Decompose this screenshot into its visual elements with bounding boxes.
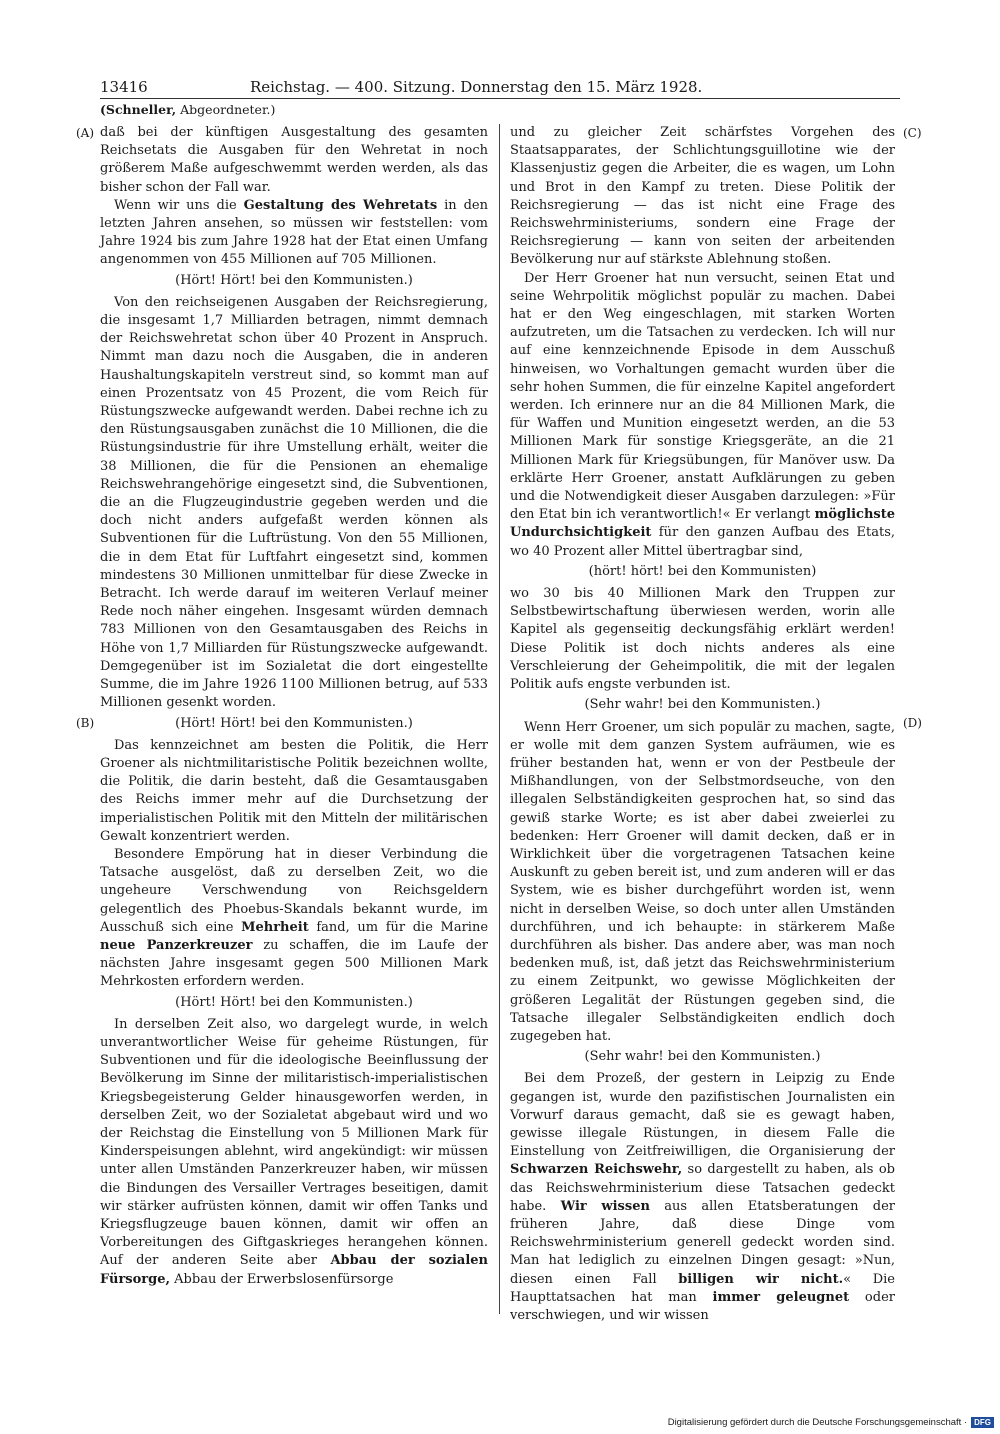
footer-text: Digitalisierung gefördert durch die Deutsche Forschungsgemeinschaft · [667,1417,968,1428]
paragraph: Von den reichseigenen Ausgaben der Reichsregierung, die insgesamt 1,7 Milliarden betragen, nimmt demnach der Reichswehretat schon über 40 Prozent in Anspruch. Nimmt man dazu noch die Ausgaben, die in anderen Haushaltungskapiteln verstreut sind, so kommt man auf einen Prozentsatz von 45 Prozent, die vom Reich für Rüstungszwecke aufgewandt werden. Dabei rechne ich zu den Rüstungsausgaben zunächst die 10 Millionen, die die Rüstungsindustrie für ihre Umstellung erhält, weiter die 38 Millionen, die für die Pensionen an ehemalige Reichswehrangehörige eingesetzt sind, die Subventionen, die an die Flugzeugindustrie gegeben werden und die doch nicht anders aufgefaßt werden können als Subventionen für die Luftrüstung. Von den 55 Millionen, die in dem Etat für Luftfahrt eingesetzt sind, kommen mindestens 30 Millionen unmittelbar für diese Zwecke in Betracht. Ich werde darauf im weiteren Verlauf meiner Rede noch näher eingehen. Insgesamt würden demnach 783 Millionen von den Gesamtausgaben des Reichs in Höhe von 1,7 Milliarden für Rüstungszwecke aufgewandt. Demgegenüber ist im Sozialetat die dort eingestellte Summe, die im Jahre 1926 1100 Millionen betrug, auf 533 Millionen gesenkt worden. [100,294,488,711]
paragraph: daß bei der künftigen Ausgestaltung des gesamten Reichsetats die Ausgaben für den Wehretat in noch größerem Maße aufgeschwemmt werden werden, als das bisher schon der Fall war. [100,125,488,195]
page-number: 13416 [100,78,148,96]
paragraph: Das kennzeichnet am besten die Politik, die Herr Groener als nichtmilitaristische Politik bezeichnen wollte, die Politik, die darin besteht, daß die Gesamtausgaben des Reichs immer mehr auf die Durchsetzung der imperialistischen Politik mit den Mitteln der militärischen Gewalt konzentriert werden. [100,737,488,844]
right-column [510,124,895,1325]
paragraph: Der Herr Groener hat nun versucht, seinen Etat und seine Wehrpolitik möglichst populär zu machen. Dabei hat er den Weg eingeschlagen, mit starken Worten aufzutreten, um die Tatsachen zu verdecken. Ich will nur auf eine kennzeichnende Episode in dem Ausschuß hinweisen, wo Vorhaltungen gemacht wurden über die sehr hohen Summen, die für einzelne Kapitel angefordert werden. Ich erinnere nur an die 84 Millionen Mark, die für Waffen und Munition eingesetzt werden, an die 53 Millionen Mark für sonstige Kriegsgeräte, an die 21 Millionen Mark für Kriegsübungen, für Manöver usw. Da erklärte Herr Groener, anstatt Aufklärungen zu geben und die Notwendigkeit dieser Ausgaben darzulegen: »Für den Etat bin ich verantwortlich!« Er verlangt möglichste Undurchsichtigkeit für den ganzen Aufbau des Etats, wo 40 Prozent aller Mittel übertragbar sind, [510,270,895,559]
speaker-line [100,102,275,117]
paragraph: Wenn wir uns die Gestaltung des Wehretats in den letzten Jahren ansehen, so müssen wir feststellen: vom Jahre 1924 bis zum Jahre 1928 hat der Etat einen Umfang angenommen von 455 Millionen auf 705 Millionen. [100,197,488,268]
page-title: Reichstag. — 400. Sitzung. Donnerstag den 15. März 1928. [250,78,703,96]
paragraph: In derselben Zeit also, wo dargelegt wurde, in welch unverantwortlicher Weise für geheime Rüstungen, für Subventionen und für die ideologische Beeinflussung der Bevölkerung im Sinne der militaristisch-imperialistischen Kriegsbegeisterung Gelder hinausgeworfen werden, in derselben Zeit, wo der Sozialetat abgebaut wird und wo der Reichstag die Einstellung von 5 Millionen Mark für Kinderspeisungen ablehnt, wird angekündigt: wir müssen unter allen Umständen Panzerkreuzer haben, wir müssen die Bindungen des Versailler Vertrages beseitigen, damit wir stärker aufrüsten können, damit wir offen Tanks und Kriegsflugzeuge bauen können, damit wir offen an Vorbereitungen des Giftgaskrieges herangehen können. Auf der anderen Seite aber Abbau der sozialen Fürsorge, Abbau der Erwerbslosenfürsorge [100,1016,488,1287]
footer-credit [668,1417,994,1428]
interjection: (Hört! Hört! bei den Kommunisten.) [175,715,413,731]
left-column [100,124,488,1289]
speaker-name: (Schneller, [100,102,177,117]
interjection: (Sehr wahr! bei den Kommunisten.) [584,1049,821,1065]
margin-label-d: (D) [903,716,922,730]
paragraph: Wenn Herr Groener, um sich populär zu machen, sagte, er wolle mit dem ganzen System aufräumen, wie es früher bestanden hat, wenn er von der Pestbeule der Mißhandlungen, von der Selbstmordseuche, von den illegalen Selbständigkeiten gesprochen hat, so sind das gewiß starke Worte; es ist aber dabei zweierlei zu bedenken: Herr Groener will damit decken, daß er in Wirklichkeit über die vorgetragenen Tatsachen keine Auskunft zu geben bereit ist, und zum anderen will er das System, wie es bisher durchgeführt worden ist, wenn nicht in derselben Weise, so doch unter allen Umständen durchführen, und ich behaupte: in stärkerem Maße durchführen als bisher. Das andere aber, was man noch bedenken muß, ist, daß jetzt das Reichswehrministerium zu einem Zeitpunkt, wo gewisse Möglichkeiten der größeren Legalität der Rüstungen gegeben sind, die Tatsache illegaler Selbständigkeiten endlich doch zugegeben hat. [510,719,895,1044]
margin-label-c: (C) [903,126,922,140]
speaker-role: Abgeordneter.) [180,102,276,117]
page-header [100,76,900,100]
paragraph: wo 30 bis 40 Millionen Mark den Truppen zur Selbstbewirtschaftung überwiesen werden, worin alle Kapitel als gegenseitig deckungsfähig erklärt werden! Diese Politik ist doch nichts anderes als eine Verschleierung der Geheimpolitik, die mit der legalen Politik aufs engste verbunden ist. [510,586,895,693]
interjection: (Hört! Hört! bei den Kommunisten.) [175,994,413,1010]
dfg-logo: DFG [971,1417,994,1428]
paragraph: Besondere Empörung hat in dieser Verbindung die Tatsache ausgelöst, daß zu derselben Zeit, wo die ungeheure Verschwendung von Reichsgeldern gelegentlich des Phoebus-Skandals bekannt wurde, im Ausschuß sich eine Mehrheit fand, um für die Marine neue Panzerkreuzer zu schaffen, die im Laufe der nächsten Jahre insgesamt gegen 500 Millionen Mark Mehrkosten erfordern werden. [100,846,489,990]
paragraph: und zu gleicher Zeit schärfstes Vorgehen des Staatsapparates, der Schlichtungsguillotine wie der Klassenjustiz gegen die Arbeiter, die es wagen, um Lohn und Brot in den Kampf zu treten. Diese Politik der Reichsregierung — das ist nicht eine Frage des Reichswehrministeriums, sondern eine Frage der Reichsregierung — kann von seiten der arbeitenden Bevölkerung nur auf stärkste Ablehnung stoßen. [510,125,895,268]
margin-label-a: (A) [76,126,95,140]
header-rule [100,98,900,99]
interjection: (Hört! Hört! bei den Kommunisten.) [175,272,413,288]
margin-label-b: (B) [76,716,95,730]
interjection: (Sehr wahr! bei den Kommunisten.) [584,697,821,713]
interjection: (hört! hört! bei den Kommunisten) [588,563,817,579]
paragraph: Bei dem Prozeß, der gestern in Leipzig zu Ende gegangen ist, wurde den pazifistischen Journalisten ein Vorwurf daraus gemacht, daß sie es gewagt haben, gewisse illegale Rüstungen, in diesem Falle die Einstellung von Zeitfreiwilligen, die Organisierung der Schwarzen Reichswehr, so dargestellt zu haben, als ob das Reichswehrministerium diese Tatsachen gedeckt habe. Wir wissen aus allen Etatsberatungen der früheren Jahre, daß diese Dinge vom Reichswehrministerium generell gedeckt worden sind. Man hat lediglich zu einzelnen Dingen gesagt: »Nun, diesen einen Fall billigen wir nicht.« Die Haupttatsachen hat man immer geleugnet oder verschwiegen, und wir wissen [510,1071,895,1323]
column-divider [499,124,500,1314]
